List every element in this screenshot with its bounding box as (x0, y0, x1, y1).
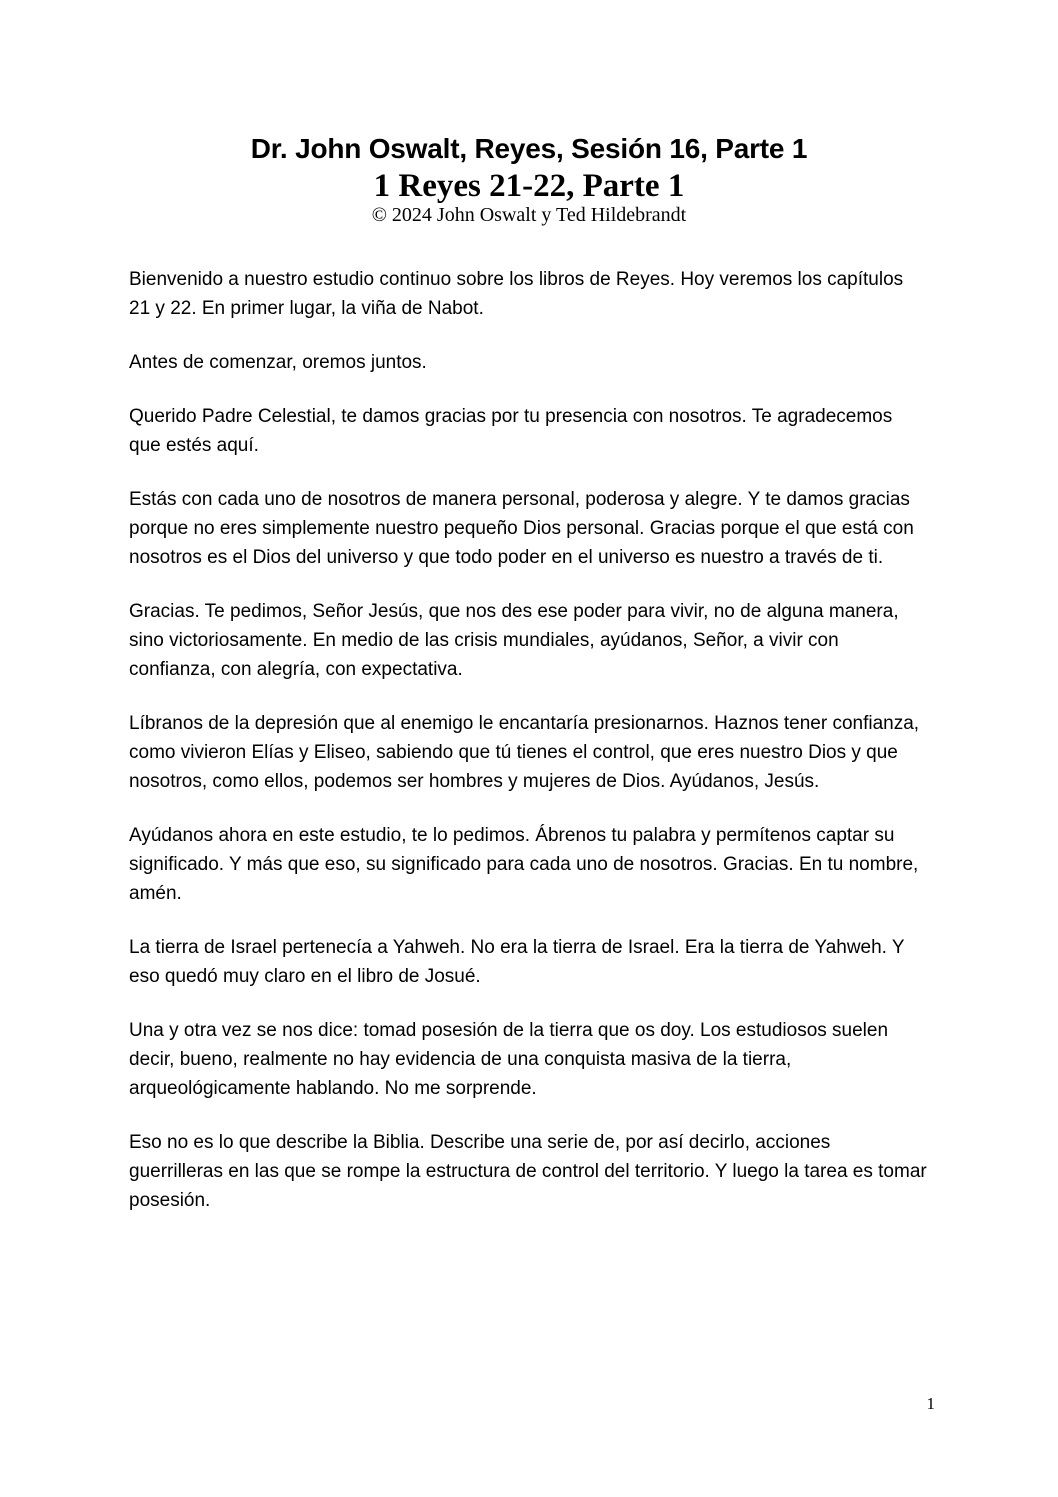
paragraph: Eso no es lo que describe la Biblia. Describe una serie de, por así decirlo, acciones guerrilleras en las que se rompe la estructura de control del territorio. Y luego la tarea es tomar posesión. (129, 1132, 927, 1211)
paragraph: Una y otra vez se nos dice: tomad posesión de la tierra que os doy. Los estudiosos suelen decir, bueno, realmente no hay evidencia de una conquista masiva de la tierra, arqueológicamente hablando. No me sorprende. (129, 1020, 889, 1099)
copyright-line: © 2024 John Oswalt y Ted Hildebrandt (371, 204, 687, 226)
paragraph: Líbranos de la depresión que al enemigo le encantaría presionarnos. Haznos tener confianza, como vivieron Elías y Eliseo, sabiendo que tú tienes el control, que eres nuestro Dios y que nosotros, como ellos, podemos ser hombres y mujeres de Dios. Ayúdanos, Jesús. (129, 713, 920, 792)
page-number: 1 (926, 1394, 935, 1413)
paragraph: Antes de comenzar, oremos juntos. (129, 352, 427, 374)
transcript-body (129, 266, 929, 1241)
paragraph: Gracias. Te pedimos, Señor Jesús, que nos des ese poder para vivir, no de alguna manera, sino victoriosamente. En medio de las crisis mundiales, ayúdanos, Señor, a vivir con confianza, con alegría, con expectativa. (129, 601, 899, 680)
paragraph: La tierra de Israel pertenecía a Yahweh. No era la tierra de Israel. Era la tierra de Yahweh. Y eso quedó muy claro en el libro de Josué. (129, 937, 905, 987)
paragraph: Estás con cada uno de nosotros de manera personal, poderosa y alegre. Y te damos gracias porque no eres simplemente nuestro pequeño Dios personal. Gracias porque el que está con nosotros es el Dios del universo y que todo poder en el universo es nuestro a través de ti. (129, 489, 914, 569)
session-title: Dr. John Oswalt, Reyes, Sesión 16, Parte 1 (250, 133, 808, 164)
paragraph: Querido Padre Celestial, te damos gracias por tu presencia con nosotros. Te agradecemos que estés aquí. (129, 406, 893, 457)
scripture-subtitle: 1 Reyes 21-22, Parte 1 (373, 168, 685, 204)
paragraph: Ayúdanos ahora en este estudio, te lo pedimos. Ábrenos tu palabra y permítenos captar su significado. Y más que eso, su significado para cada uno de nosotros. Gracias. En tu nombre, amén. (129, 825, 919, 904)
document-header (0, 130, 1058, 226)
paragraph: Bienvenido a nuestro estudio continuo sobre los libros de Reyes. Hoy veremos los capítulos 21 y 22. En primer lugar, la viña de Nabot. (129, 269, 904, 319)
